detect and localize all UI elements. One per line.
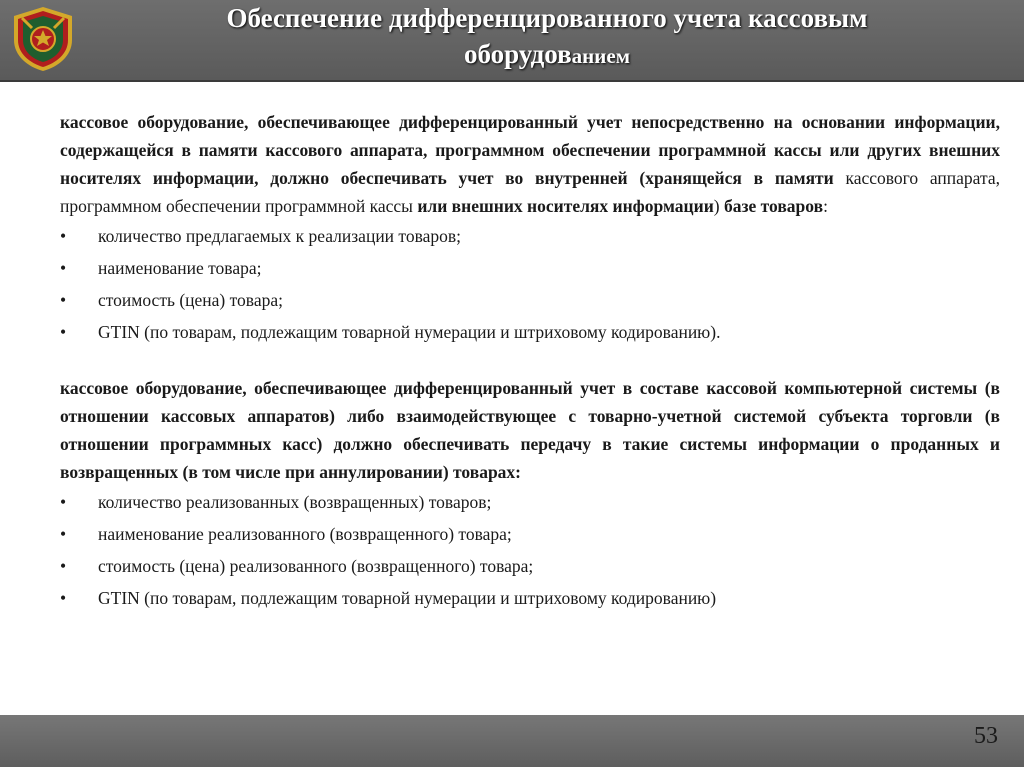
paragraph-1-bold-b: хранящейся в памяти: [645, 168, 834, 188]
bullet-icon: •: [60, 226, 67, 246]
list-item-text: наименование товара;: [98, 258, 262, 278]
emblem-icon: [8, 4, 78, 74]
paragraph-1-bold-a: кассовое оборудование, обеспечивающее дифференцированный учет непосредственно на основании информации, содержащейся в памяти кассового аппарата, программном обеспечении программной кассы или других внешних носителях информации, должно обеспечивать учет во внутренней (: [60, 112, 1000, 188]
paragraph-1-bold-f: базе товаров: [724, 196, 824, 216]
list-item-text: стоимость (цена) товара;: [98, 290, 283, 310]
list-item: [60, 316, 1000, 348]
paragraph-2: [60, 374, 1000, 486]
bullet-list-2: [60, 486, 1000, 614]
bullet-icon: •: [60, 290, 67, 310]
paragraph-1-bold-d: или внешних носителях информации: [417, 196, 714, 216]
bullet-icon: •: [60, 322, 67, 342]
bullet-icon: •: [60, 524, 67, 544]
page-number: 53: [974, 723, 998, 749]
slide-header: [0, 0, 1024, 82]
list-item: [60, 284, 1000, 316]
paragraph-1-normal-c: кассового аппарата, программном обеспечении программной кассы: [60, 168, 1000, 216]
bullet-icon: •: [60, 588, 67, 608]
bullet-list-1: [60, 220, 1000, 348]
list-item-text: наименование реализованного (возвращенного) товара;: [98, 524, 512, 544]
paragraph-1-normal-e: ): [713, 196, 724, 216]
list-item: [60, 486, 1000, 518]
title-line-2-part-a: оборудов: [464, 39, 572, 69]
paragraph-1: [60, 108, 1000, 220]
list-item: [60, 252, 1000, 284]
title-line-1: Обеспечение дифференцированного учета кассовым: [226, 3, 868, 33]
list-item-text: GTIN (по товарам, подлежащим товарной нумерации и штриховому кодированию).: [98, 322, 721, 342]
bullet-icon: •: [60, 492, 67, 512]
bullet-icon: •: [60, 556, 67, 576]
list-item: [60, 220, 1000, 252]
paragraph-2-bold: кассовое оборудование, обеспечивающее дифференцированный учет в составе кассовой компьютерной системы (в отношении кассовых аппаратов) либо взаимодействующее с товарно-учетной системой субъекта торговли (в отношении программных касс) должно обеспечивать передачу в такие системы информации о проданных и возвращенных (в том числе при аннулировании) товарах:: [60, 378, 1000, 482]
bullet-icon: •: [60, 258, 67, 278]
list-item: [60, 550, 1000, 582]
list-item: [60, 582, 1000, 614]
slide-content: [60, 108, 1000, 614]
title-line-2-part-b: анием: [571, 44, 630, 68]
slide-footer: [0, 715, 1024, 767]
list-item-text: количество реализованных (возвращенных) товаров;: [98, 492, 492, 512]
title-line-2: [90, 36, 1004, 74]
paragraph-1-normal-g: :: [823, 196, 828, 216]
list-item-text: GTIN (по товарам, подлежащим товарной нумерации и штриховому кодированию): [98, 588, 717, 608]
list-item: [60, 518, 1000, 550]
slide-title: [90, 0, 1004, 74]
list-item-text: стоимость (цена) реализованного (возвращенного) товара;: [98, 556, 534, 576]
list-item-text: количество предлагаемых к реализации товаров;: [98, 226, 462, 246]
